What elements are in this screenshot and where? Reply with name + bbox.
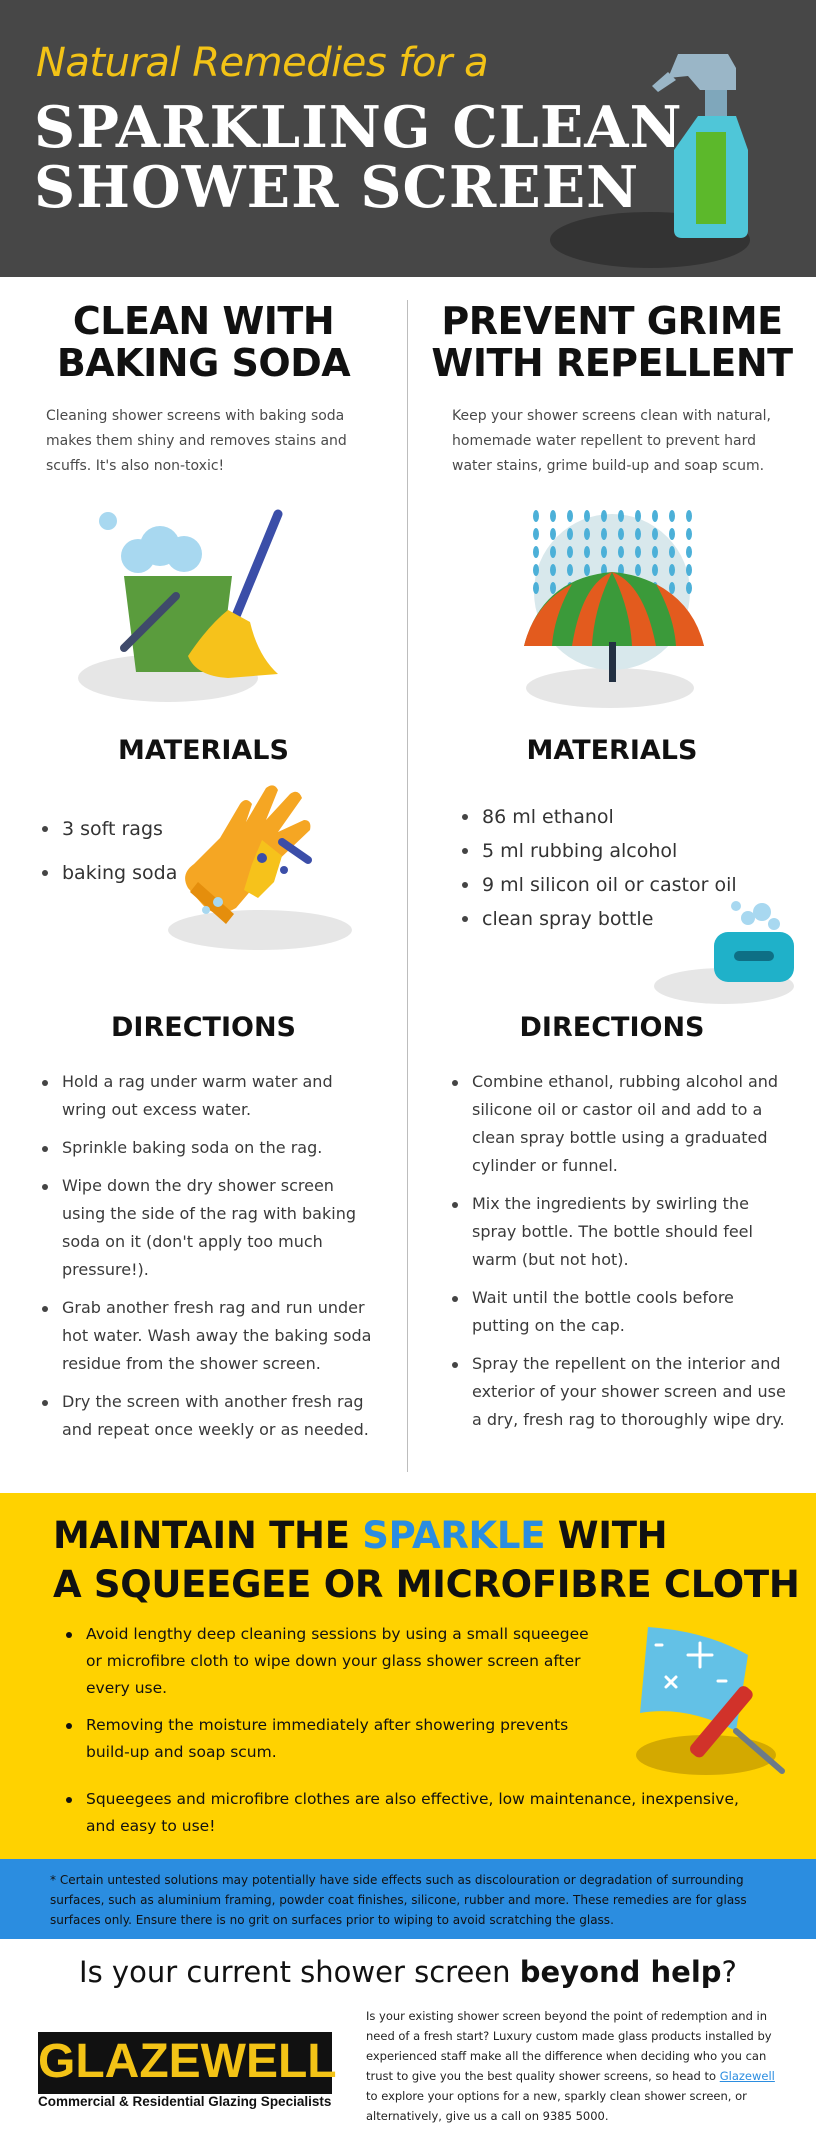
list-item: baking soda [42, 856, 272, 890]
header-title-line2: SHOWER SCREEN [34, 154, 640, 221]
bucket-mop-icon [78, 506, 308, 706]
raindrop [618, 528, 624, 540]
left-intro: Cleaning shower screens with baking soda makes them shiny and removes stains and scuffs. It's also non-toxic! [46, 408, 347, 474]
footer-text-post: to explore your options for a new, sparkly clean shower screen, or alternatively, give us a call on 9385 5000. [366, 2089, 747, 2123]
raindrop [550, 546, 556, 558]
glazewell-logo [38, 2032, 337, 2094]
soap-bar-icon [714, 901, 794, 982]
list-item: Combine ethanol, rubbing alcohol and silicone oil or castor oil and add to a clean spray bottle using a graduated cylinder or funnel. [452, 1068, 792, 1180]
raindrop [669, 582, 675, 594]
question-bold: beyond help [519, 1955, 722, 1989]
glove-brush-icon [185, 785, 310, 924]
list-item: Grab another fresh rag and run under hot water. Wash away the baking soda residue from the shower screen. [42, 1294, 382, 1378]
left-directions-title: DIRECTIONS [111, 1012, 296, 1043]
footer-question [0, 1955, 816, 1989]
raindrop [652, 564, 658, 576]
list-item: 9 ml silicon oil or castor oil [462, 868, 782, 902]
raindrop [669, 564, 675, 576]
raindrop [584, 564, 590, 576]
header [0, 0, 816, 277]
raindrop [669, 528, 675, 540]
column-divider [407, 300, 408, 1472]
footer-text [366, 2006, 776, 2126]
raindrop [618, 510, 624, 522]
list-item: Mix the ingredients by swirling the spray bottle. The bottle should feel warm (but not hot). [452, 1190, 792, 1274]
raindrop [686, 546, 692, 558]
raindrop [601, 546, 607, 558]
list-item: Wait until the bottle cools before putting on the cap. [452, 1284, 792, 1340]
maintain-heading [53, 1511, 799, 1609]
list-item: Removing the moisture immediately after showering prevents build-up and soap scum. [66, 1712, 596, 1766]
maintain-heading-line1 [53, 1511, 799, 1560]
raindrop [686, 582, 692, 594]
raindrop [652, 528, 658, 540]
maintain-section [0, 1493, 816, 1859]
raindrop [550, 510, 556, 522]
logo-text: GLAZEWELL [38, 2035, 337, 2088]
right-materials-title: MATERIALS [526, 735, 698, 766]
raindrop [567, 528, 573, 540]
left-directions-list [42, 1068, 382, 1454]
raindrop [635, 528, 641, 540]
left-title-line1: CLEAN WITH [72, 299, 335, 343]
heading-pre: MAINTAIN THE [53, 1514, 363, 1557]
raindrop [686, 510, 692, 522]
raindrop [533, 528, 539, 540]
raindrop [533, 546, 539, 558]
list-item: 5 ml rubbing alcohol [462, 834, 782, 868]
maintain-tips-list-2 [66, 1786, 766, 1850]
header-subtitle: Natural Remedies for a [36, 40, 489, 86]
glazewell-link[interactable]: Glazewell [719, 2069, 775, 2083]
footer-text-pre: Is your existing shower screen beyond the point of redemption and in need of a fresh start? Luxury custom made glass products installed by experienced staff make all the difference when deciding who you can trust to give you the best quality shower screens, so head to [366, 2009, 772, 2083]
raindrop [533, 582, 539, 594]
raindrop [601, 528, 607, 540]
raindrop [669, 546, 675, 558]
question-pre: Is your current shower screen [79, 1955, 520, 1989]
raindrop [652, 510, 658, 522]
left-materials-title: MATERIALS [118, 735, 289, 766]
raindrop [533, 510, 539, 522]
disclaimer-text: * Certain untested solutions may potentially have side effects such as discolouration or degradation of surrounding surfaces, such as aluminium framing, powder coat finishes, silicone, rubber and more. These remedies are for glass surfaces only. Ensure there is no grit on surfaces prior to wiping to avoid scratching the glass. [50, 1873, 747, 1927]
spray-bottle-icon [550, 40, 790, 270]
maintain-heading-line2: A SQUEEGEE OR MICROFIBRE CLOTH [53, 1563, 800, 1606]
raindrop [601, 510, 607, 522]
right-directions-title: DIRECTIONS [519, 1012, 705, 1043]
right-directions-list [452, 1068, 792, 1444]
list-item: Avoid lengthy deep cleaning sessions by using a small squeegee or microfibre cloth to wipe down your glass shower screen after every use. [66, 1621, 596, 1702]
raindrop [635, 546, 641, 558]
raindrop [686, 528, 692, 540]
heading-accent: SPARKLE [362, 1514, 546, 1557]
raindrop [635, 564, 641, 576]
right-title [408, 300, 816, 384]
raindrop [635, 510, 641, 522]
raindrop [550, 564, 556, 576]
right-title-line2: WITH REPELLENT [431, 341, 793, 385]
raindrop [584, 510, 590, 522]
raindrop [567, 510, 573, 522]
raindrop [550, 528, 556, 540]
left-title-line2: BAKING SODA [56, 341, 351, 385]
raindrop [584, 528, 590, 540]
list-item: Spray the repellent on the interior and exterior of your shower screen and use a dry, fresh rag to thoroughly wipe dry. [452, 1350, 792, 1434]
umbrella-rain-icon [524, 510, 704, 682]
heading-post: WITH [545, 1514, 668, 1557]
raindrop [618, 546, 624, 558]
raindrop [533, 564, 539, 576]
squeegee-icon [626, 1621, 796, 1781]
list-item: 86 ml ethanol [462, 800, 782, 834]
list-item: Wipe down the dry shower screen using the side of the rag with baking soda on it (don't apply too much pressure!). [42, 1172, 382, 1284]
list-item: Hold a rag under warm water and wring out excess water. [42, 1068, 382, 1124]
list-item: Squeegees and microfibre clothes are also effective, low maintenance, inexpensive, and easy to use! [66, 1786, 766, 1840]
list-item: Sprinkle baking soda on the rag. [42, 1134, 382, 1162]
list-item: Dry the screen with another fresh rag and repeat once weekly or as needed. [42, 1388, 382, 1444]
header-title-line1: SPARKLING CLEAN [34, 94, 683, 161]
disclaimer-band [0, 1859, 816, 1939]
maintain-tips-list [66, 1621, 596, 1776]
right-title-line1: PREVENT GRIME [441, 299, 783, 343]
list-item: 3 soft rags [42, 812, 272, 846]
raindrop [652, 546, 658, 558]
raindrop [669, 510, 675, 522]
raindrop [584, 546, 590, 558]
right-intro: Keep your shower screens clean with natural, homemade water repellent to prevent hard water stains, grime build-up and soap scum. [452, 408, 772, 474]
raindrop [567, 546, 573, 558]
glove-shadow [168, 910, 352, 950]
logo-tagline: Commercial & Residential Glazing Specialists [38, 2094, 332, 2109]
question-post: ? [721, 1955, 737, 1989]
raindrop [550, 582, 556, 594]
raindrop [686, 564, 692, 576]
raindrop [567, 564, 573, 576]
list-item: clean spray bottle [462, 902, 782, 936]
left-title [0, 300, 407, 384]
